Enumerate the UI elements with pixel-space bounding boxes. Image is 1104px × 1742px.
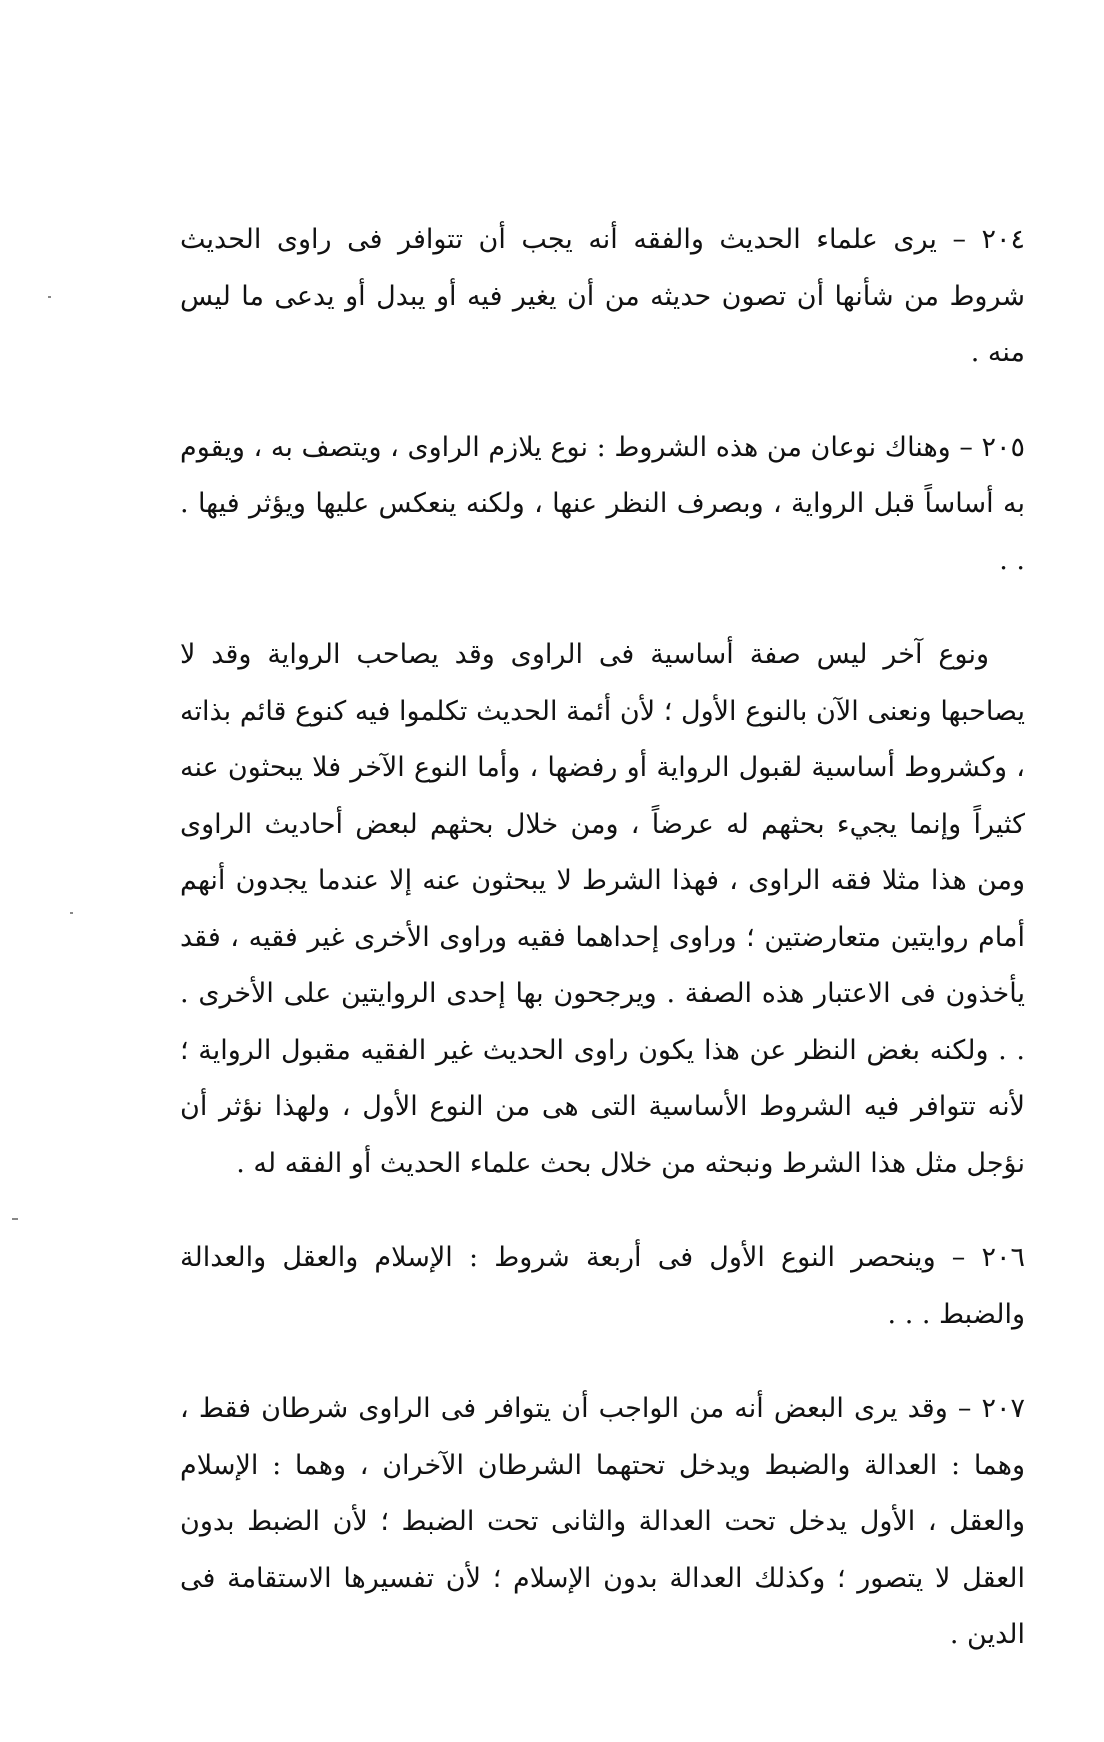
scan-speck-bottom [12, 1218, 18, 1220]
page-body [180, 212, 1025, 1664]
paragraph-205-continued: ونوع آخر ليس صفة أساسية فى الراوى وقد يصاحب الرواية وقد لا يصاحبها ونعنى الآن بالنوع الأول ؛ لأن أئمة الحديث تكلموا فيه كنوع قائم بذاته ، وكشروط أساسية لقبول الرواية أو رفضها ، وأما النوع الآخر فلا يبحثون عنه كثيراً وإنما يجيء بحثهم له عرضاً ، ومن خلال بحثهم لبعض أحاديث الراوى ومن هذا مثلا فقه الراوى ، فهذا الشرط لا يبحثون عنه إلا عندما يجدون أنهم أمام روايتين متعارضتين ؛ وراوى إحداهما فقيه وراوى الأخرى غير فقيه ، فقد يأخذون فى الاعتبار هذه الصفة . ويرجحون بها إحدى الروايتين على الأخرى . . . ولكنه بغض النظر عن هذا يكون راوى الحديث غير الفقيه مقبول الرواية ؛ لأنه تتوافر فيه الشروط الأساسية التى هى من النوع الأول ، ولهذا نؤثر أن نؤجل مثل هذا الشرط ونبحثه من خلال بحث علماء الحديث أو الفقه له . [180, 639, 1025, 1179]
scan-speck-middle [70, 912, 73, 914]
paragraph-206: ٢٠٦ – وينحصر النوع الأول فى أربعة شروط : الإسلام والعقل والعدالة والضبط . . . [180, 1242, 1025, 1330]
paragraph-204: ٢٠٤ – يرى علماء الحديث والفقه أنه يجب أن تتوافر فى راوى الحديث شروط من شأنها أن تصون حديثه من أن يغير فيه أو يبدل أو يدعى ما ليس منه . [180, 224, 1025, 368]
paragraph-207: ٢٠٧ – وقد يرى البعض أنه من الواجب أن يتوافر فى الراوى شرطان فقط ، وهما : العدالة والضبط ويدخل تحتهما الشرطان الآخران ، وهما : الإسلام والعقل ، الأول يدخل تحت العدالة والثانى تحت الضبط ؛ لأن الضبط بدون العقل لا يتصور ؛ وكذلك العدالة بدون الإسلام ؛ لأن تفسيرها الاستقامة فى الدين . [180, 1393, 1025, 1650]
paragraph-205: ٢٠٥ – وهناك نوعان من هذه الشروط : نوع يلازم الراوى ، ويتصف به ، ويقوم به أساساً قبل الرواية ، وبصرف النظر عنها ، ولكنه ينعكس عليها ويؤثر فيها . . . [180, 431, 1025, 576]
scan-speck-top [48, 296, 51, 298]
